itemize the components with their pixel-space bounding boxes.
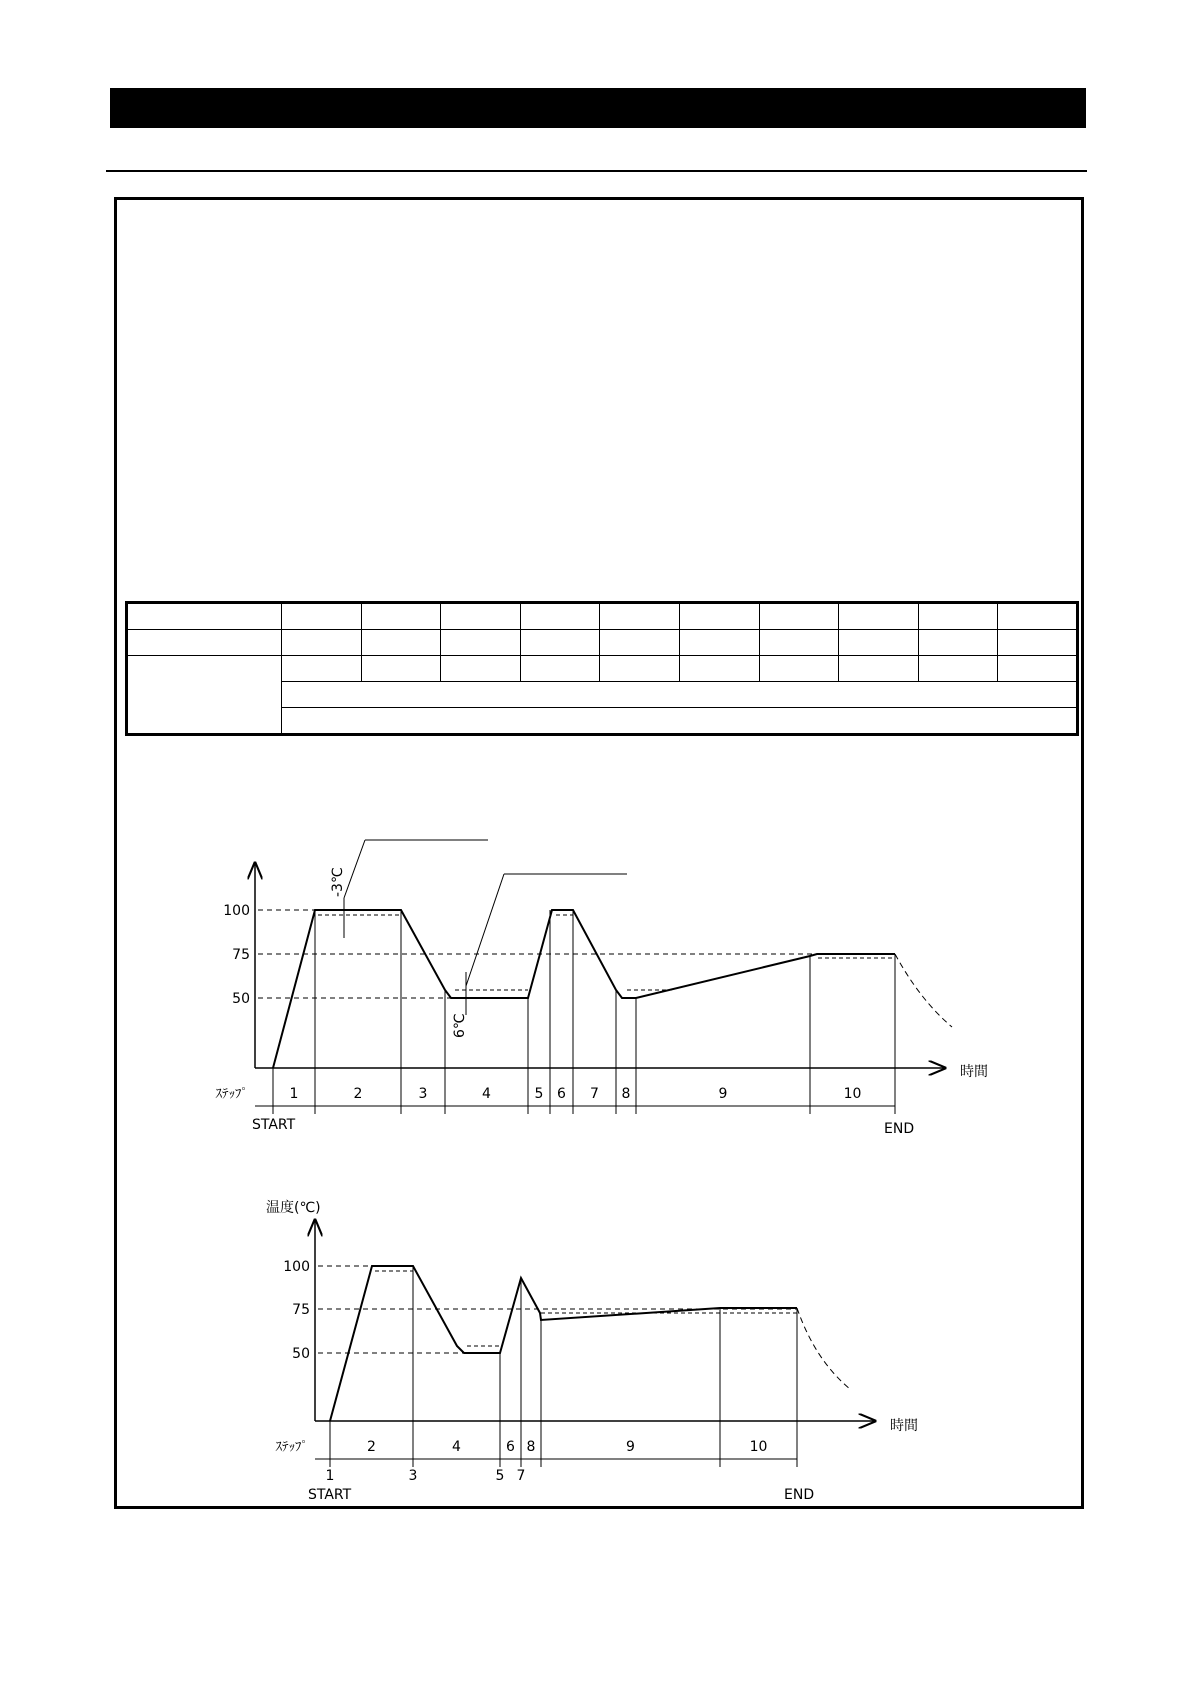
step-label: 9 [718, 1086, 728, 1102]
step-label: 7 [590, 1086, 599, 1102]
step-labels [290, 1086, 862, 1102]
step-dividers [273, 910, 895, 1114]
step-label: 8 [621, 1086, 631, 1102]
start-label: START [252, 1117, 296, 1133]
leader-line [466, 874, 504, 986]
annotation-label: -3℃ [330, 867, 346, 897]
step-label: 5 [534, 1086, 544, 1102]
step-dividers [330, 1266, 797, 1467]
step-labels [326, 1439, 768, 1484]
step-label: 4 [452, 1439, 461, 1455]
end-label: END [884, 1121, 915, 1137]
y-tick-label: 100 [283, 1259, 310, 1275]
start-label: START [308, 1487, 352, 1503]
step-label: 1 [289, 1086, 299, 1102]
temperature-profile-line [273, 910, 895, 1068]
leader-line [344, 840, 365, 898]
y-tick-label: 100 [223, 903, 250, 919]
y-axis-label: 温度(℃) [266, 1200, 321, 1216]
step-label: 9 [626, 1439, 635, 1455]
chart-1 [216, 840, 989, 1137]
step-row-label: ｽﾃｯﾌﾟ [215, 1087, 248, 1102]
x-axis-label: 時間 [890, 1418, 918, 1434]
step-label: 10 [749, 1439, 768, 1455]
step-label: 1 [325, 1468, 335, 1484]
y-tick-label: 75 [292, 1302, 310, 1318]
end-label: END [784, 1487, 815, 1503]
step-label: 10 [843, 1086, 862, 1102]
x-axis-label: 時間 [960, 1064, 988, 1080]
cooldown-curve [895, 954, 952, 1027]
step-label: 3 [418, 1086, 428, 1102]
y-tick-label: 75 [232, 947, 250, 963]
step-label: 3 [408, 1468, 418, 1484]
step-label: 6 [506, 1439, 515, 1455]
step-label: 5 [495, 1468, 505, 1484]
step-label: 6 [557, 1086, 566, 1102]
step-label: 2 [353, 1086, 363, 1102]
step-label: 7 [516, 1468, 526, 1484]
cooldown-curve [797, 1308, 850, 1389]
chart-2 [266, 1199, 918, 1503]
step-label: 8 [526, 1439, 536, 1455]
y-tick-label: 50 [292, 1346, 310, 1362]
step-label: 2 [367, 1439, 376, 1455]
annotation-label: 6℃ [452, 1013, 468, 1038]
temperature-profile-line [330, 1266, 797, 1421]
y-tick-label: 50 [232, 991, 250, 1007]
step-label: 4 [482, 1086, 491, 1102]
step-row-label: ｽﾃｯﾌﾟ [275, 1440, 308, 1455]
